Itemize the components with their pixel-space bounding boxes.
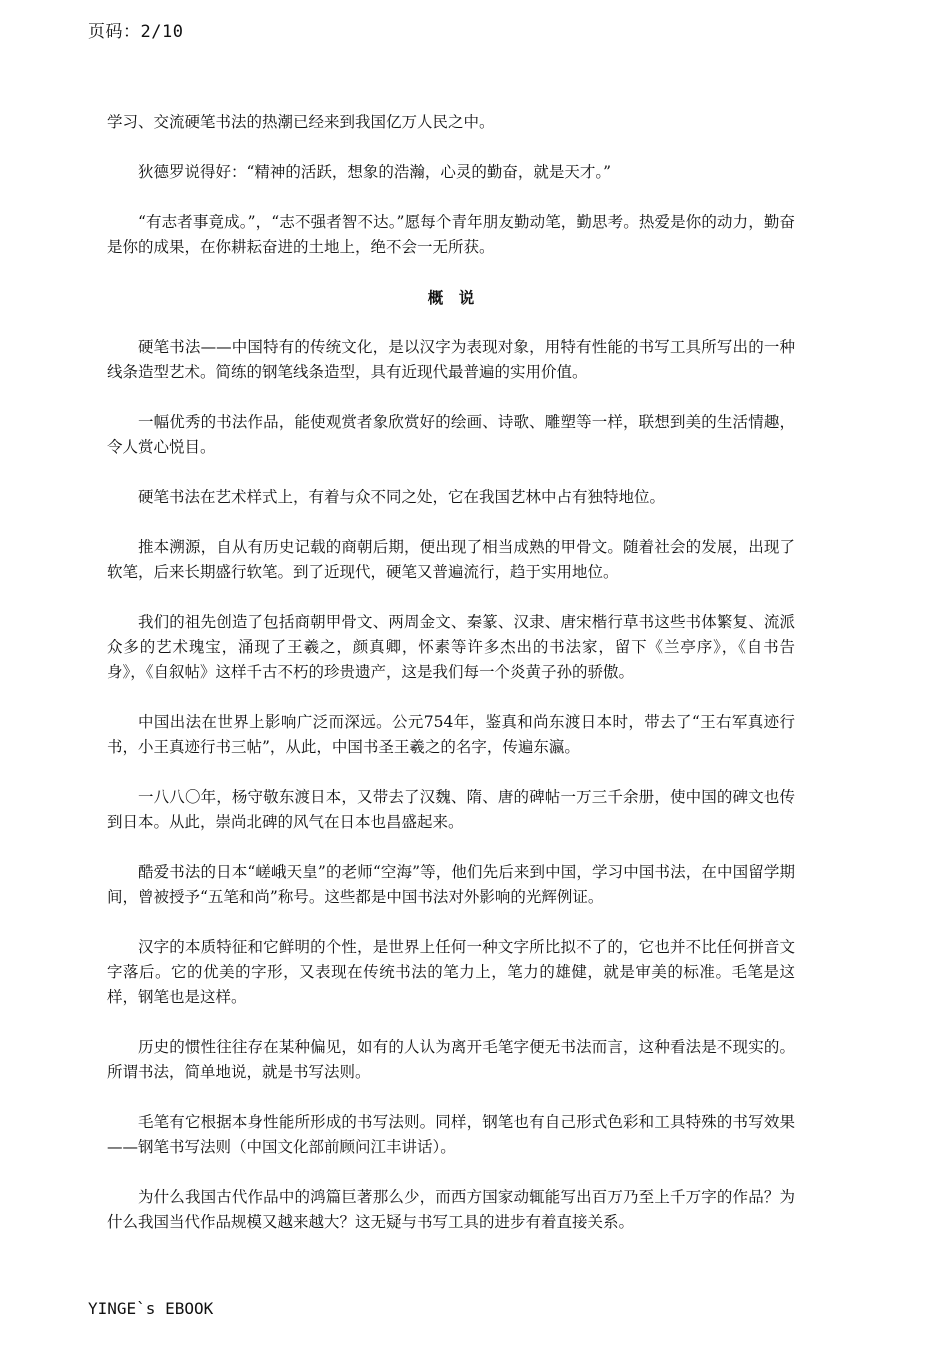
- paragraph: 为什么我国古代作品中的鸿篇巨著那么少，而西方国家动辄能写出百万乃至上千万字的作品？为什么我国当代作品规模又越来越大？这无疑与书写工具的进步有着直接关系。: [107, 1188, 795, 1231]
- paragraph-diderot-quote: 狄德罗说得好：“精神的活跃，想象的浩瀚，心灵的勤奋，就是天才。”: [138, 163, 612, 181]
- page-indicator: 页码：2/10: [88, 22, 184, 42]
- paragraph: 中国出法在世界上影响广泛而深远。公元754年，鉴真和尚东渡日本时，带去了“王右军真迹行书，小王真迹行书三帖”，从此，中国书圣王羲之的名字，传遍东瀛。: [107, 713, 795, 756]
- document-body: [107, 110, 795, 1260]
- paragraph: 硬笔书法——中国特有的传统文化，是以汉字为表现对象，用特有性能的书写工具所写出的一种线条造型艺术。简练的钢笔线条造型，具有近现代最普遍的实用价值。: [107, 338, 795, 381]
- paragraph-encouragement: “有志者事竟成。”，“志不强者智不达。”愿每个青年朋友勤动笔，勤思考。热爱是你的动力，勤奋是你的成果，在你耕耘奋进的土地上，绝不会一无所获。: [107, 213, 795, 256]
- paragraph: 汉字的本质特征和它鲜明的个性，是世界上任何一种文字所比拟不了的，它也并不比任何拼音文字落后。它的优美的字形，又表现在传统书法的笔力上，笔力的雄健，就是审美的标准。毛笔是这样，钢笔也是这样。: [107, 938, 795, 1006]
- paragraph: 一幅优秀的书法作品，能使观赏者象欣赏好的绘画、诗歌、雕塑等一样，联想到美的生活情趣，令人赏心悦目。: [107, 413, 795, 456]
- paragraph: 硬笔书法在艺术样式上，有着与众不同之处，它在我国艺林中占有独特地位。: [138, 488, 666, 506]
- paragraph-continued: 学习、交流硬笔书法的热潮已经来到我国亿万人民之中。: [107, 113, 495, 131]
- footer-brand: YINGE`s EBOOK: [88, 1299, 214, 1318]
- paragraph: 推本溯源，自从有历史记载的商朝后期，便出现了相当成熟的甲骨文。随着社会的发展，出现了软笔，后来长期盛行软笔。到了近现代，硬笔又普遍流行，趋于实用地位。: [107, 538, 795, 581]
- paragraph: 毛笔有它根据本身性能所形成的书写法则。同样，钢笔也有自己形式色彩和工具特殊的书写效果——钢笔书写法则（中国文化部前顾问江丰讲话）。: [107, 1113, 795, 1156]
- paragraph: 历史的惯性往往存在某种偏见，如有的人认为离开毛笔字便无书法而言，这种看法是不现实的。所谓书法，简单地说，就是书写法则。: [107, 1038, 795, 1081]
- paragraph: 我们的祖先创造了包括商朝甲骨文、两周金文、秦篆、汉隶、唐宋楷行草书这些书体繁复、流派众多的艺术瑰宝，涌现了王羲之，颜真卿，怀素等许多杰出的书法家，留下《兰亭序》，《自书告身》，《自叙帖》这样千古不朽的珍贵遗产，这是我们每一个炎黄子孙的骄傲。: [107, 613, 795, 681]
- paragraph: 酷爱书法的日本“嵯峨天皇”的老师“空海”等，他们先后来到中国，学习中国书法，在中国留学期间，曾被授予“五笔和尚”称号。这些都是中国书法对外影响的光辉例证。: [107, 863, 795, 906]
- paragraph: 一八八〇年，杨守敬东渡日本，又带去了汉魏、隋、唐的碑帖一万三千余册，使中国的碑文也传到日本。从此，崇尚北碑的风气在日本也昌盛起来。: [107, 788, 795, 831]
- section-heading: 概说: [427, 288, 490, 307]
